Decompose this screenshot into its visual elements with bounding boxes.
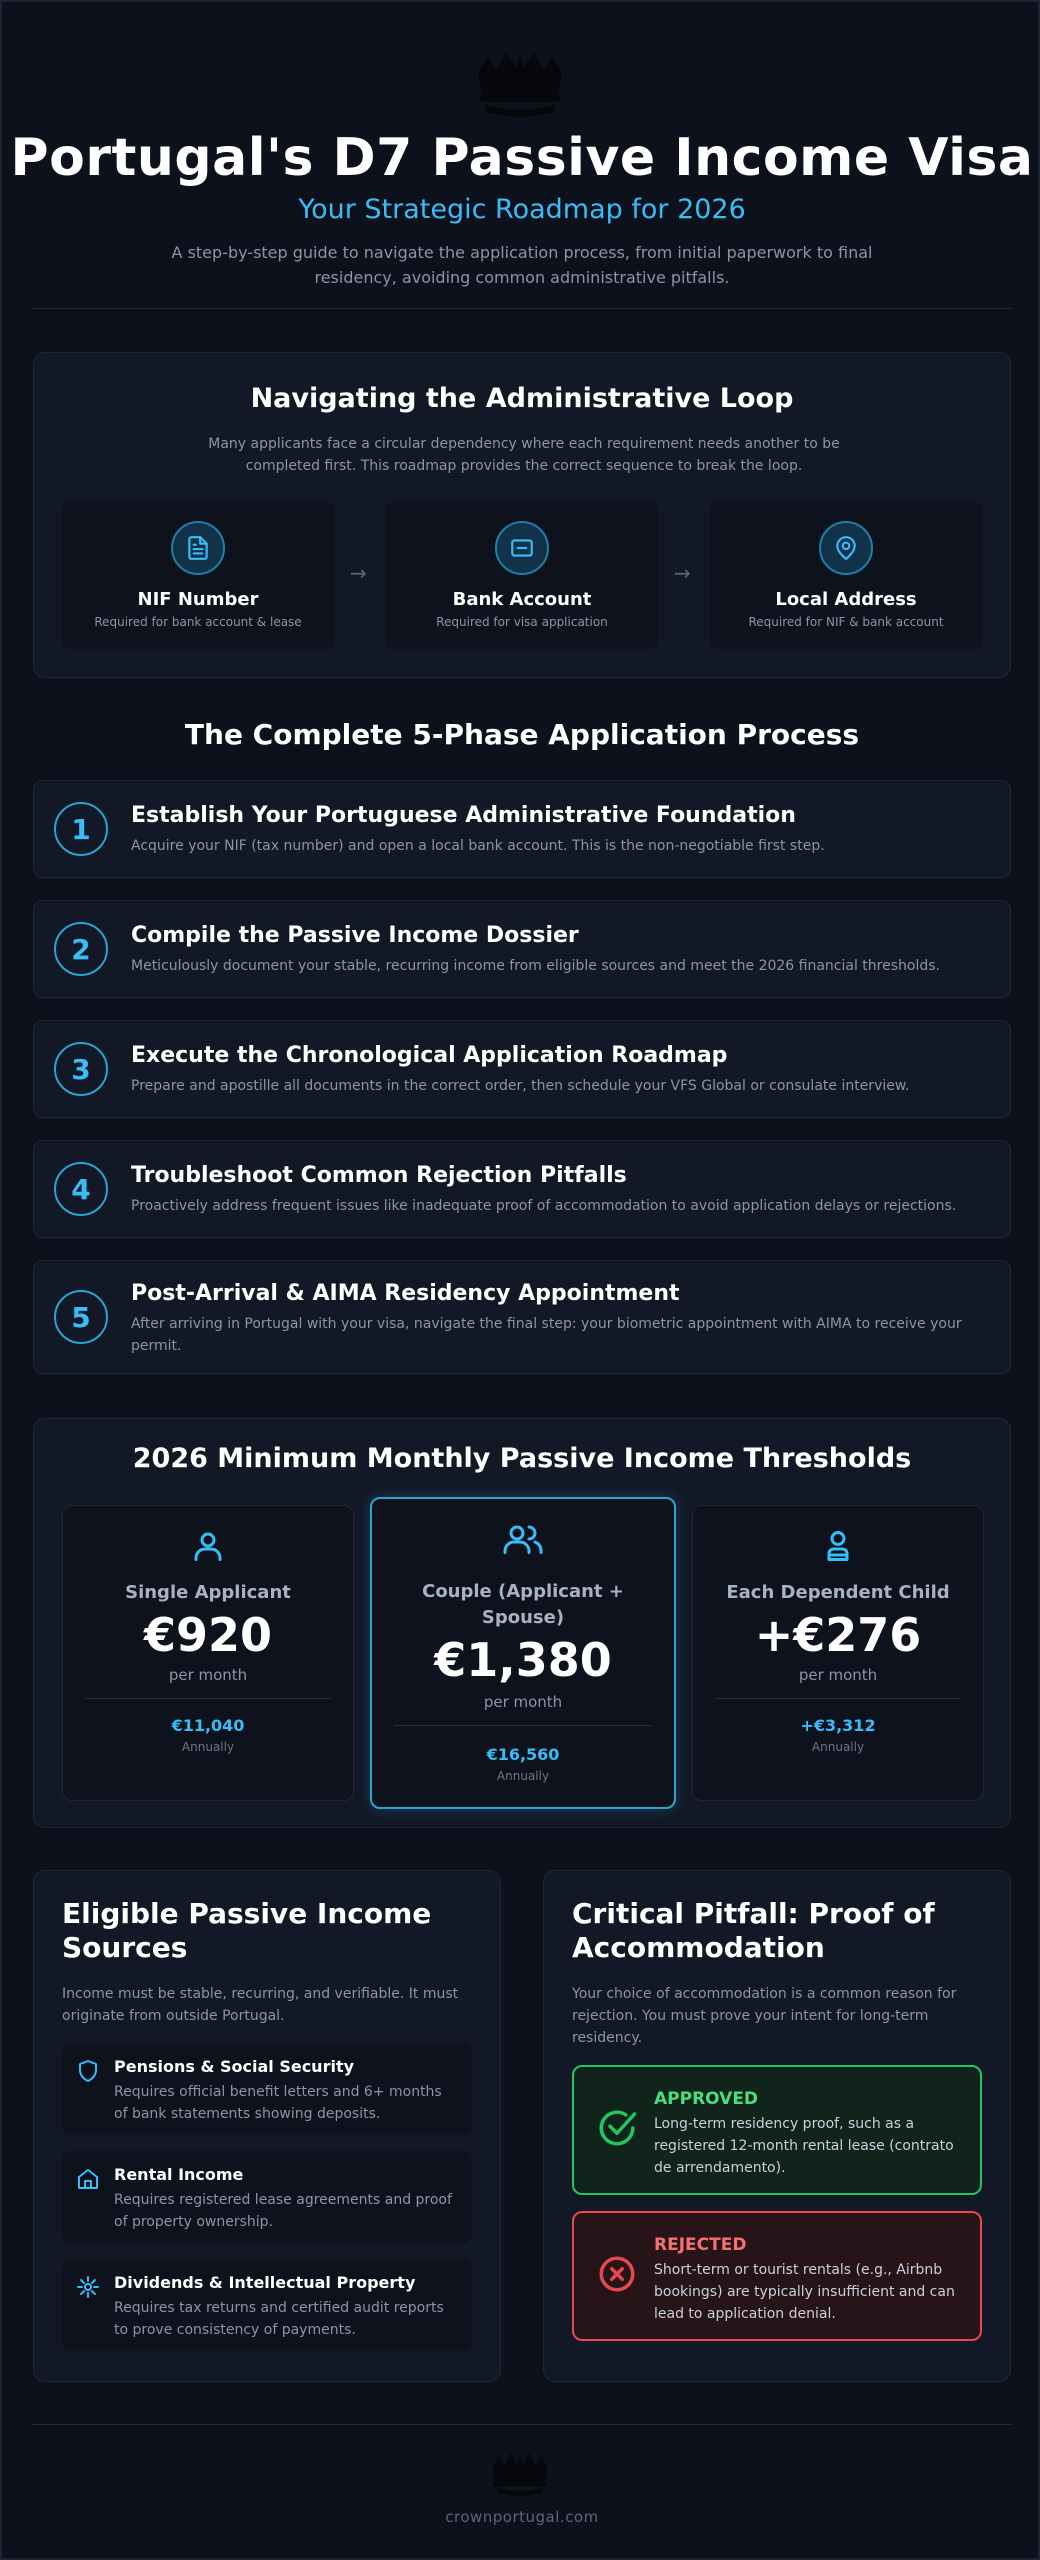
footer-divider (32, 2424, 1012, 2425)
page-title: Portugal's D7 Passive Income Visa (10, 128, 1034, 188)
phase-card (33, 900, 1011, 998)
income-source-desc: Requires registered lease agreements and proof of property ownership. (114, 2192, 452, 2230)
threshold-card-child (692, 1505, 984, 1801)
user-icon (190, 1528, 226, 1568)
loop-card-name: Bank Account (452, 589, 592, 610)
income-sources-title: Eligible Passive Income Sources (62, 1897, 432, 1964)
check-circle-icon (596, 2107, 638, 2153)
threshold-label: Single Applicant (125, 1582, 291, 1603)
arrow-right-icon: → (674, 561, 691, 585)
threshold-per: per month (168, 1666, 248, 1684)
loop-card-bank (386, 501, 658, 649)
loop-card-address (710, 501, 982, 649)
loop-card-note: Required for NIF & bank account (748, 615, 944, 629)
page-description: A step-by-step guide to navigate the application process, from initial paperwork to final residency, avoiding common administrative pitfalls. (171, 243, 873, 287)
threshold-annual: +€3,312 (800, 1716, 876, 1735)
phase-title: Troubleshoot Common Rejection Pitfalls (131, 1163, 627, 1188)
phase-title: Compile the Passive Income Dossier (131, 923, 579, 948)
header-divider (32, 308, 1012, 309)
phase-number: 4 (54, 1162, 108, 1216)
loop-card-name: Local Address (775, 589, 917, 610)
phase-card (33, 1140, 1011, 1238)
income-source-item (62, 2043, 472, 2135)
pitfall-title: Critical Pitfall: Proof of Accommodation (572, 1897, 935, 1964)
threshold-annual-label: Annually (811, 1740, 865, 1754)
x-circle-icon (596, 2253, 638, 2299)
income-sources-panel (33, 1870, 501, 2382)
page-subtitle: Your Strategic Roadmap for 2026 (298, 194, 746, 225)
phase-description: Acquire your NIF (tax number) and open a local bank account. This is the non-negotiable first step. (131, 838, 825, 854)
loop-card-name: NIF Number (137, 589, 259, 610)
card-icon (495, 521, 549, 575)
sparkle-icon (76, 2275, 100, 2303)
phase-title: Post-Arrival & AIMA Residency Appointment (131, 1281, 680, 1306)
phase-description: Proactively address frequent issues like inadequate proof of accommodation to avoid application delays or rejections. (131, 1198, 957, 1214)
rejected-label: REJECTED (654, 2235, 747, 2255)
threshold-per: per month (798, 1666, 878, 1684)
phase-description: Prepare and apostille all documents in the correct order, then schedule your VFS Global or consulate interview. (131, 1078, 910, 1094)
admin-loop-title: Navigating the Administrative Loop (250, 383, 794, 414)
threshold-label: Couple (Applicant + Spouse) (422, 1581, 624, 1628)
admin-loop-description: Many applicants face a circular dependency where each requirement needs another to be completed first. This roadmap provides the correct sequence to break the loop. (208, 436, 840, 474)
threshold-amount: €920 (143, 1608, 273, 1662)
approved-description: Long-term residency proof, such as a registered 12-month rental lease (contrato de arrendamento). (654, 2116, 954, 2176)
threshold-annual-label: Annually (496, 1769, 550, 1783)
threshold-per: per month (483, 1693, 563, 1711)
document-icon (171, 521, 225, 575)
footer-crown-logo (485, 2452, 555, 2502)
arrow-right-icon: → (350, 561, 367, 585)
phase-number: 2 (54, 922, 108, 976)
rejected-description: Short-term or tourist rentals (e.g., Airbnb bookings) are typically insufficient and can lead to application denial. (654, 2262, 955, 2322)
footer-url[interactable]: crownportugal.com (445, 2508, 599, 2526)
income-source-title: Pensions & Social Security (114, 2057, 355, 2076)
phase-number: 5 (54, 1290, 108, 1344)
phase-description: Meticulously document your stable, recurring income from eligible sources and meet the 2026 financial thresholds. (131, 958, 940, 974)
phase-card (33, 1020, 1011, 1118)
phase-title: Establish Your Portuguese Administrative Foundation (131, 803, 796, 828)
thresholds-title: 2026 Minimum Monthly Passive Income Thresholds (132, 1443, 912, 1474)
child-icon (820, 1528, 856, 1568)
threshold-amount: €1,380 (434, 1633, 612, 1687)
loop-card-note: Required for bank account & lease (94, 615, 302, 629)
income-source-title: Rental Income (114, 2165, 244, 2184)
phase-number: 3 (54, 1042, 108, 1096)
income-source-desc: Requires official benefit letters and 6+ months of bank statements showing deposits. (114, 2084, 442, 2122)
threshold-card-couple (370, 1497, 676, 1809)
approved-box (572, 2065, 982, 2195)
threshold-annual: €11,040 (171, 1716, 245, 1735)
phase-card (33, 1260, 1011, 1374)
threshold-card-single (62, 1505, 354, 1801)
crown-logo (470, 50, 570, 124)
income-source-desc: Requires tax returns and certified audit reports to prove consistency of payments. (114, 2300, 444, 2338)
house-icon (76, 2167, 100, 2195)
phase-card (33, 780, 1011, 878)
phase-number: 1 (54, 802, 108, 856)
threshold-label: Each Dependent Child (726, 1582, 950, 1603)
thresholds-panel (33, 1418, 1011, 1828)
threshold-divider (85, 1698, 331, 1699)
loop-card-note: Required for visa application (436, 615, 608, 629)
threshold-divider (394, 1725, 652, 1726)
threshold-annual-label: Annually (181, 1740, 235, 1754)
location-pin-icon (819, 521, 873, 575)
income-sources-description: Income must be stable, recurring, and verifiable. It must originate from outside Portugal. (62, 1986, 459, 2024)
income-source-item (62, 2151, 472, 2243)
income-source-title: Dividends & Intellectual Property (114, 2273, 416, 2292)
approved-label: APPROVED (654, 2089, 759, 2109)
phase-description: After arriving in Portugal with your visa, navigate the final step: your biometric appointment with AIMA to receive your permit. (131, 1316, 962, 1354)
phase-title: Execute the Chronological Application Roadmap (131, 1043, 728, 1068)
admin-loop-panel (33, 352, 1011, 678)
loop-card-nif (62, 501, 334, 649)
rejected-box (572, 2211, 982, 2341)
pitfall-description: Your choice of accommodation is a common reason for rejection. You must prove your intent for long-term residency. (572, 1986, 957, 2046)
threshold-divider (715, 1698, 961, 1699)
shield-icon (76, 2059, 100, 2087)
users-icon (502, 1521, 544, 1561)
accommodation-pitfall-panel (543, 1870, 1011, 2382)
income-source-item (62, 2259, 472, 2351)
threshold-annual: €16,560 (486, 1745, 560, 1764)
threshold-amount: +€276 (754, 1608, 922, 1662)
phases-title: The Complete 5-Phase Application Process (184, 718, 860, 751)
